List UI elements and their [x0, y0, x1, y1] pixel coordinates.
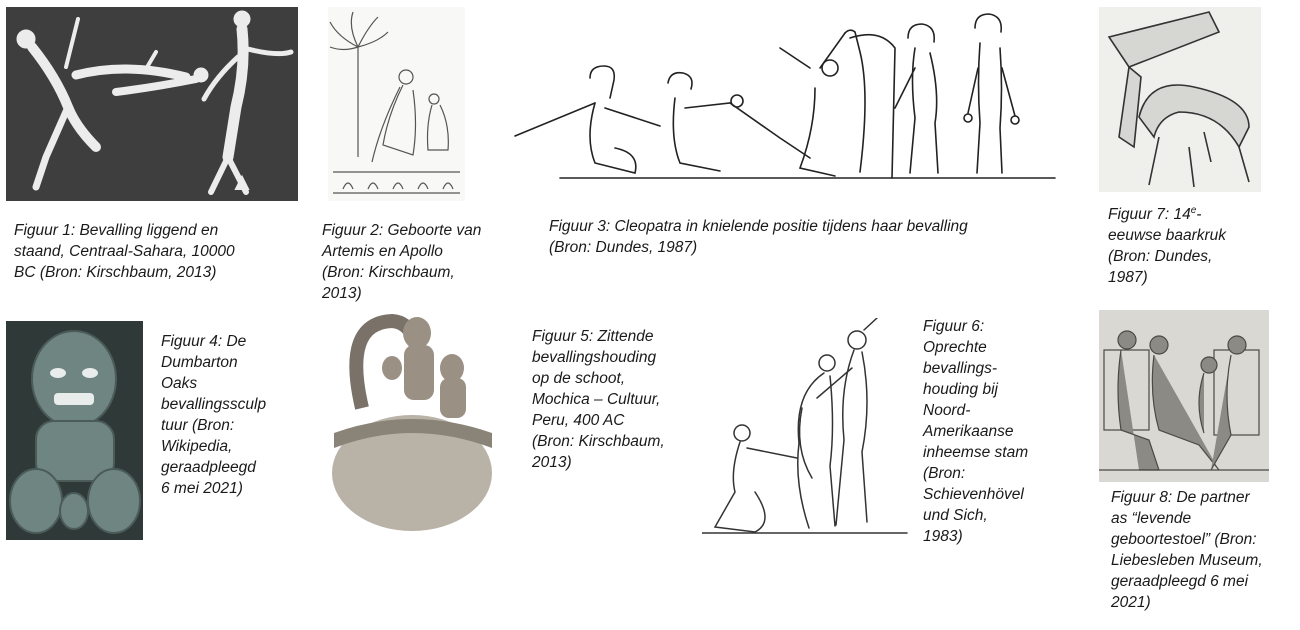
figure-1-image — [6, 7, 298, 201]
figure-4-image — [6, 321, 143, 540]
figure-2-caption: Figuur 2: Geboorte van Artemis en Apollo (Bron: Kirschbaum, 2013) — [322, 222, 482, 302]
figure-6-caption: Figuur 6: Oprechte bevallings- houding bij Noord- Amerikaanse inheemse stam (Bron: Schievenhövel und Sich, 1983) — [923, 318, 1029, 545]
figure-5-caption: Figuur 5: Zittende bevallingshouding op de schoot, Mochica – Cultuur, Peru, 400 AC (Bron: Kirschbaum, 2013) — [532, 328, 665, 471]
figure-4-caption: Figuur 4: De Dumbarton Oaks bevallingssculp tuur (Bron: Wikipedia, geraadpleegd 6 mei 2021) — [161, 333, 267, 497]
figure-2-image — [328, 7, 465, 201]
figure-8-caption: Figuur 8: De partner as “levende geboortestoel” (Bron: Liebesleben Museum, geraadpleegd 6 mei 2021) — [1111, 489, 1263, 611]
figure-7-caption: Figuur 7: 14e- eeuwse baarkruk (Bron: Dundes, 1987) — [1108, 205, 1227, 287]
figure-3-caption: Figuur 3: Cleopatra in knielende positie tijdens haar bevalling (Bron: Dundes, 1987) — [549, 218, 968, 256]
figure-3-image — [510, 8, 1065, 183]
figure-5-image — [322, 313, 502, 533]
figure-8-image — [1099, 310, 1269, 482]
figure-6-image — [702, 318, 914, 540]
figure-7-image — [1099, 7, 1261, 192]
figure-1-caption: Figuur 1: Bevalling liggend en staand, Centraal-Sahara, 10000 BC (Bron: Kirschbaum, 2013) — [14, 222, 235, 281]
